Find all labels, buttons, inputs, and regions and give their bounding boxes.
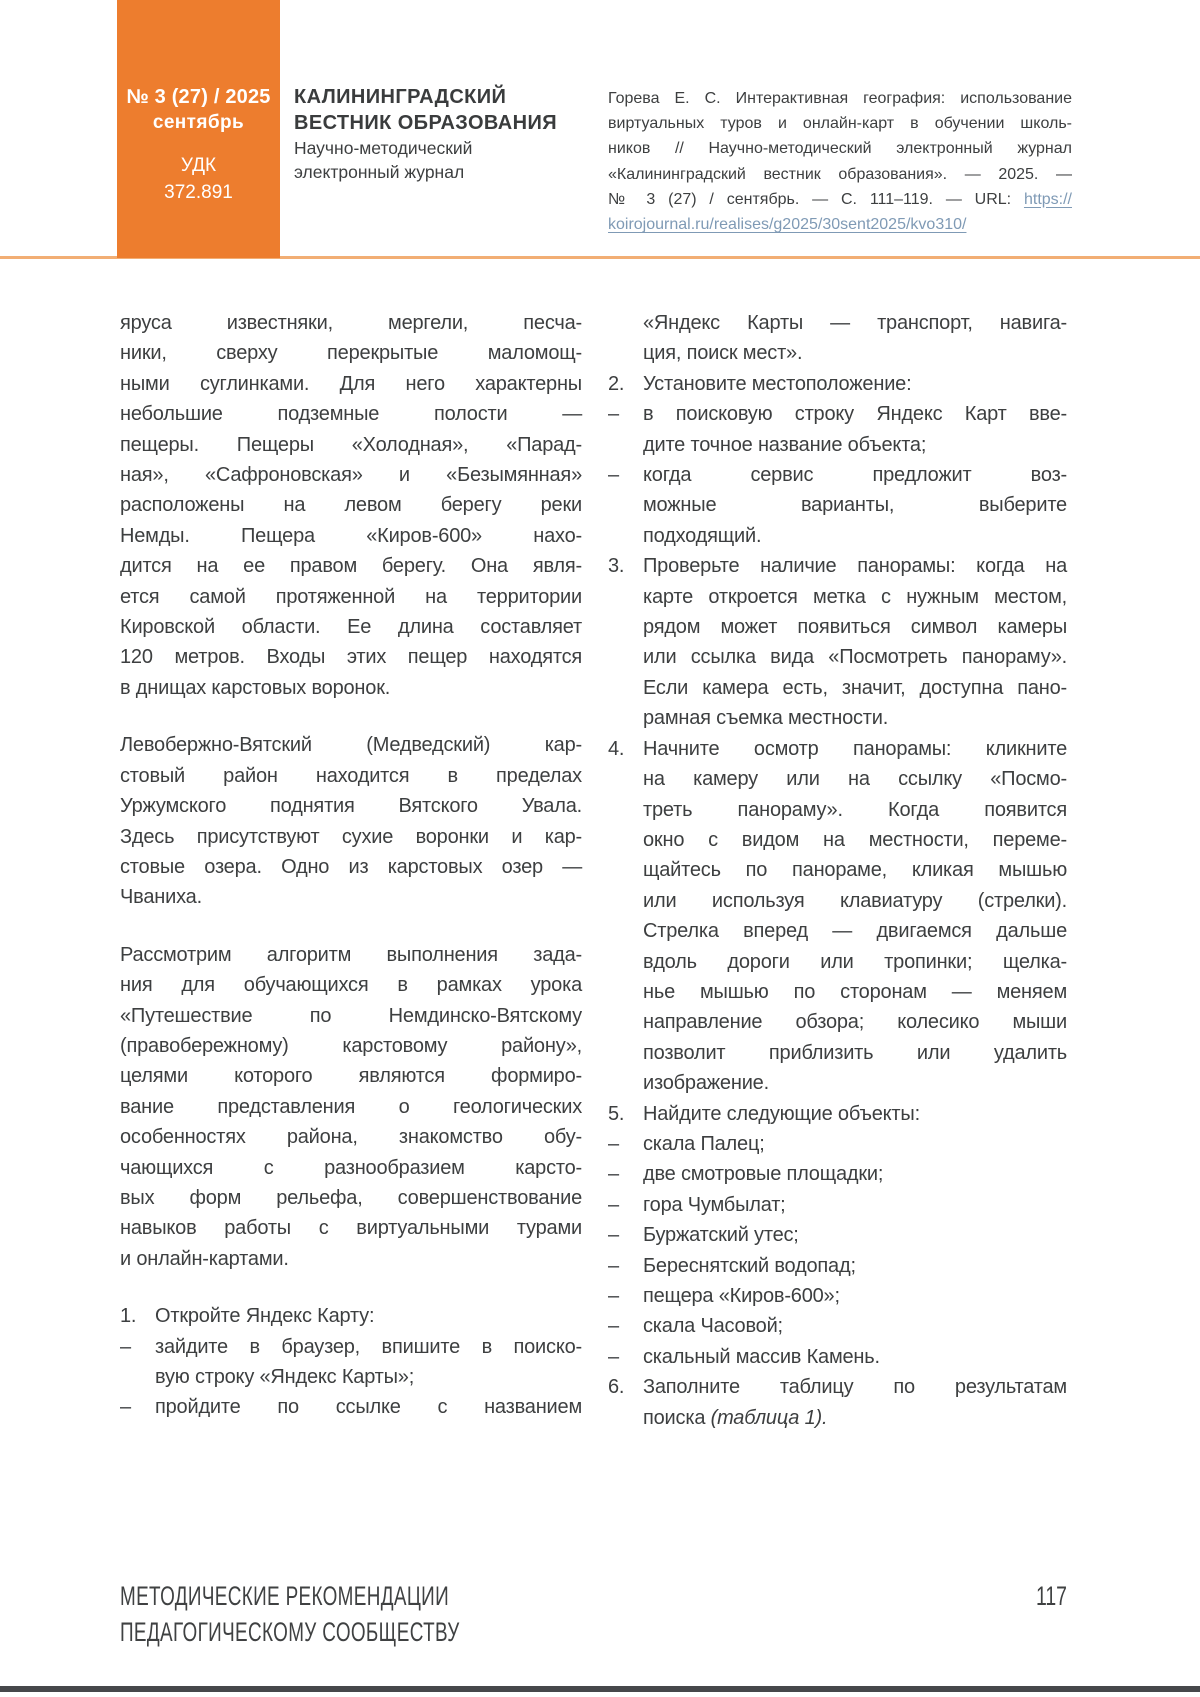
list-item [608,1251,1067,1281]
journal-title-line2: ВЕСТНИК ОБРАЗОВАНИЯ [294,112,557,134]
text-line: особенностях района, знакомство обу- [120,1126,582,1149]
text-line: расположены на левом берегу реки [120,494,582,517]
text-line: Если камера есть, значит, доступна пано- [643,676,1067,699]
text-line: ния для обучающихся в рамках урока [120,974,582,997]
text-line: нье мышью по сторонам — меняем [643,980,1067,1003]
bottom-bar [0,1686,1200,1692]
footer-section-line1: МЕТОДИЧЕСКИЕ РЕКОМЕНДАЦИИ [120,1581,450,1611]
text-line: яруса известняки, мергели, песча- [120,312,582,334]
text-line: пещера «Киров-600»; [643,1285,840,1307]
list-marker: – [120,1396,131,1419]
paragraph [120,940,582,1274]
text-line: карте откроется метка с нужным местом, [643,585,1067,608]
text-line: Рассмотрим алгоритм выполнения зада- [120,943,582,966]
text-line: Заполните таблицу по результатам [643,1376,1067,1399]
journal-subtitle-line1: Научно-методический [294,138,473,158]
citation-url-link[interactable]: koirojournal.ru/realises/g2025/30sent2025/kvo310/ [608,216,967,234]
text-line: «Яндекс Карты — транспорт, навига- [643,312,1067,334]
text-line: подходящий. [643,524,762,547]
text-line: вую строку «Яндекс Карты»; [155,1366,415,1388]
text-line: стовые озера. Одно из карстовых озер — [120,855,582,878]
text-line: пещеры. Пещеры «Холодная», «Парад- [120,433,582,456]
text-line: 120 метров. Входы этих пещер находятся [120,646,582,669]
text-line: скальный массив Камень. [643,1345,880,1368]
list-marker: – [608,1163,619,1186]
list-marker: – [120,1335,131,1358]
text-line: чающихся с разнообразием карсто- [120,1156,582,1179]
text-line: № 3 (27) / сентябрь. — С. 111–119. — URL: https:// [608,190,1072,208]
issue-number: № 3 (27) / 2025 [126,86,271,108]
text-line: в поисковую строку Яндекс Карт вве- [643,403,1067,426]
text-line: когда сервис предложит воз- [643,464,1067,487]
text-line: ников // Научно-методический электронный журнал [608,140,1072,158]
citation-url-link[interactable]: https:// [1023,190,1072,208]
text-line: поиска (таблица 1). [643,1406,828,1429]
text-line: рамная съемка местности. [643,707,889,730]
text-line: изображение. [643,1072,769,1095]
issue-box [117,0,280,258]
right-column [608,308,1067,1433]
list-item [608,460,1067,551]
text-line: виртуальных туров и онлайн-карт в обучении школь- [608,115,1072,133]
citation-block [608,86,1072,237]
text-line: Буржатский утес; [643,1224,799,1247]
text-line [608,212,1072,237]
left-column [120,308,582,1423]
list-item [608,1099,1067,1129]
text-line: на камеру или на ссылку «Посмо- [643,768,1067,791]
list-item [608,369,1067,399]
journal-subtitle-line2: электронный журнал [294,162,465,182]
journal-title-line1: КАЛИНИНГРАДСКИЙ [294,86,507,108]
footer-section-title [120,1578,554,1650]
text-line: ники, сверху перекрытые маломощ- [120,342,582,365]
text-line: Чваниха. [120,886,202,909]
list-marker: – [608,1132,619,1155]
list-marker: – [608,403,619,426]
text-line: ется самой протяженной на территории [120,585,582,608]
text-line: Береснятский водопад; [643,1254,856,1277]
paragraph [120,308,582,703]
text-line: вых форм рельефа, совершенствование [120,1186,582,1209]
text-line: «Калининградский вестник образования». — 2025. — [608,165,1072,183]
text-line: или используя клавиатуру (стрелки). [643,889,1067,912]
text-line: Найдите следующие объекты: [643,1102,920,1125]
list-item [608,551,1067,733]
list-item [608,1129,1067,1159]
text-line: пройдите по ссылке с названием [155,1396,582,1419]
text-line: Кировской области. Ее длина составляет [120,616,582,639]
text-line: позволит приблизить или удалить [643,1041,1067,1064]
list-marker: – [608,464,619,487]
list-marker: 5. [608,1102,625,1125]
list-marker: 4. [608,737,625,760]
text-line: навыков работы с виртуальными турами [120,1217,582,1240]
list-item [120,1301,582,1331]
text-line: щайтесь по панораме, кликая мышью [643,859,1067,882]
udk-number: 372.891 [164,182,233,203]
text-line: Уржумского поднятия Вятского Увала. [120,795,582,818]
list-marker: – [608,1285,619,1307]
text-line: треть панораму». Когда появится [643,798,1067,821]
text-line: ная», «Сафроновская» и «Безымянная» [120,464,582,487]
list-marker: – [608,1315,619,1338]
continuation-text [643,308,1067,369]
text-line: небольшие подземные полости — [120,403,582,426]
text-line: зайдите в браузер, впишите в поиско- [155,1335,582,1358]
text-line: Установите местоположение: [643,372,912,395]
footer-section-line2: ПЕДАГОГИЧЕСКОМУ СООБЩЕСТВУ [120,1617,460,1647]
text-line: можные варианты, выберите [643,494,1067,517]
text-line: Здесь присутствуют сухие воронки и кар- [120,825,582,848]
list-item [608,399,1067,460]
list-item [120,1332,582,1393]
list-item [608,1220,1067,1250]
text-line: Стрелка вперед — двигаемся дальше [643,920,1067,943]
list-item [608,734,1067,1099]
text-line: Немды. Пещера «Киров-600» нахо- [120,524,582,547]
text-line: (правобережному) карстовому району», [120,1034,582,1057]
text-line: гора Чумбылат; [643,1193,786,1216]
issue-month: сентябрь [152,112,245,133]
text-line: Левобержно-Вятский (Медведский) кар- [120,734,582,757]
text-line: стовый район находится в пределах [120,764,582,787]
list-item [608,1372,1067,1433]
text-line: скала Часовой; [643,1315,783,1338]
udk-label: УДК [180,155,217,176]
list-marker: – [608,1224,619,1247]
text-line: окно с видом на местности, переме- [643,828,1067,851]
text-line: целями которого являются формиро- [120,1065,582,1088]
text-line: вдоль дороги или тропинки; щелка- [643,950,1067,973]
text-line: ция, поиск мест». [643,342,803,365]
text-line: направление обзора; колесико мыши [643,1011,1067,1034]
list-marker: – [608,1193,619,1216]
list-marker: – [608,1345,619,1368]
text-line: Горева Е. С. Интерактивная география: использование [608,90,1072,107]
text-line: вание представления о геологических [120,1095,582,1118]
text-line: Откройте Яндекс Карту: [155,1305,375,1328]
emphasis-text: (таблица 1). [710,1406,828,1429]
list-marker: 1. [120,1305,137,1328]
list-marker: – [608,1254,619,1277]
list-item [608,1190,1067,1220]
page-number: 117 [1036,1581,1067,1611]
list-item [120,1392,582,1422]
text-line: Начните осмотр панорамы: кликните [643,737,1067,760]
text-line: рядом может появиться символ камеры [643,616,1067,639]
text-line: Проверьте наличие панорамы: когда на [643,555,1067,578]
text-line: дится на ее правом берегу. Она явля- [120,555,582,578]
list-item [608,1281,1067,1311]
list-marker: 3. [608,555,625,578]
text-line: дите точное название объекта; [643,433,927,456]
list-item [608,1311,1067,1341]
text-line: в днищах карстовых воронок. [120,676,391,699]
text-line: ными суглинками. Для него характерны [120,372,582,395]
paragraph [120,730,582,912]
list-item [608,1342,1067,1372]
text-line: или ссылка вида «Посмотреть панораму». [643,646,1067,669]
text-line: две смотровые площадки; [643,1163,884,1186]
text-line: скала Палец; [643,1132,765,1155]
list-marker: 2. [608,372,625,395]
list-marker: 6. [608,1376,625,1399]
text-line: и онлайн-картами. [120,1247,289,1270]
text-line: «Путешествие по Немдинско-Вятскому [120,1004,582,1027]
list-item [608,1159,1067,1189]
journal-title-block [294,84,594,184]
